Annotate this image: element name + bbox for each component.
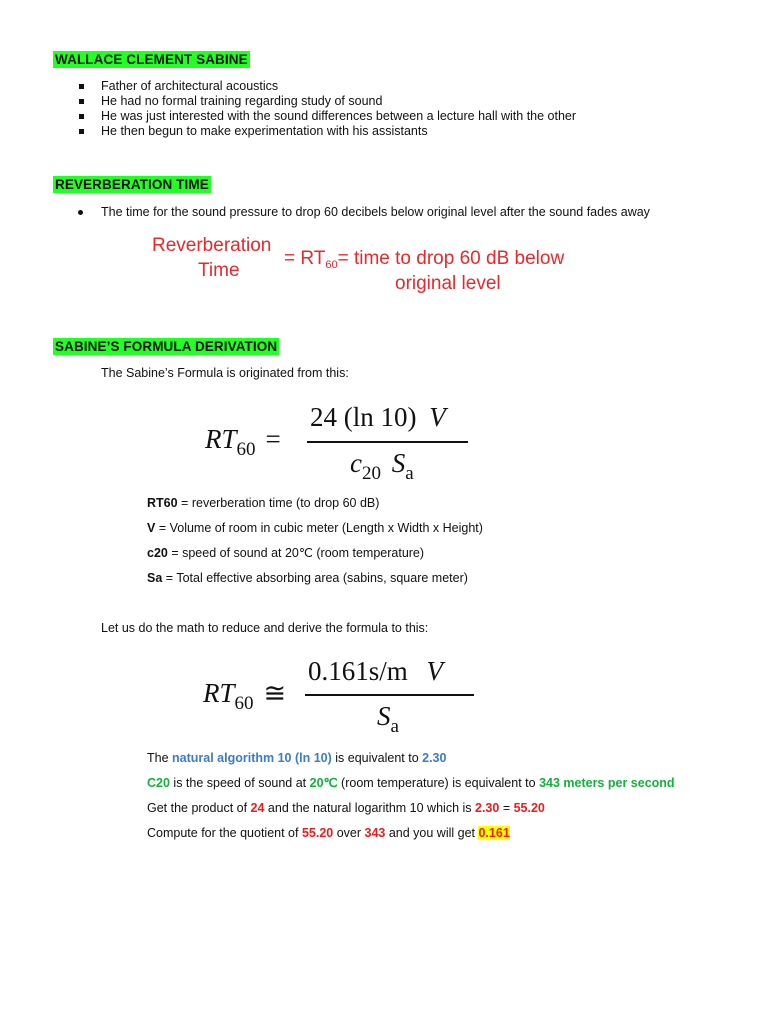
formula1-lhs (205, 423, 281, 466)
formula1-den-c: c (350, 448, 362, 478)
step-3 (147, 801, 545, 816)
definition-text: = Volume of room in cubic meter (Length x Width x Height) (155, 521, 483, 535)
formula1-denominator (350, 447, 414, 490)
formula1-numerator (310, 401, 446, 433)
bullet-marker (79, 84, 84, 89)
list-item: He was just interested with the sound differences between a lecture hall with the other (101, 109, 577, 123)
definition-item (147, 496, 379, 511)
step-value: 55.20 (513, 801, 545, 815)
step-text: over (333, 826, 365, 840)
formula1-fraction-bar (307, 441, 468, 443)
graphic-line2: original level (395, 273, 501, 294)
formula1-den-s-sub: a (405, 463, 414, 484)
formula2-denominator (377, 700, 399, 743)
bullet-marker (79, 114, 84, 119)
formula2-numerator (308, 655, 443, 687)
list-item: The time for the sound pressure to drop 60 decibels below original level after the sound fades away (101, 205, 650, 219)
definition-text: = reverberation time (to drop 60 dB) (177, 496, 380, 510)
formula2-fraction-bar (305, 694, 474, 696)
definition-term: V (147, 521, 156, 535)
step-text: Compute for the quotient of (147, 826, 302, 840)
formula2-lhs-sub: 60 (234, 693, 254, 714)
formula2-rt: RT (203, 678, 235, 708)
formula2-num-var: V (426, 656, 444, 686)
bullet-marker (79, 99, 84, 104)
step-4 (147, 826, 510, 841)
step-highlight: natural algorithm 10 (ln 10) (172, 751, 332, 765)
graphic-eq-rt: = RT (284, 248, 326, 269)
definition-term: Sa (147, 571, 163, 585)
formula1-op: = (265, 424, 281, 454)
graphic-equation-line (284, 248, 564, 276)
graphic-eq-sub: 60 (325, 259, 338, 271)
graphic-left-line2: Time (198, 260, 240, 281)
step-value: 20℃ (309, 776, 338, 790)
definition-item (147, 571, 468, 586)
formula2-op: ≅ (263, 678, 287, 708)
definition-text: = speed of sound at 20℃ (room temperature) (167, 546, 425, 560)
section-heading-sabine: WALLACE CLEMENT SABINE (55, 52, 248, 67)
list-item: He then begun to make experimentation with his assistants (101, 124, 428, 138)
definition-item (147, 546, 424, 561)
formula1-num-text: 24 (ln 10) (310, 402, 417, 432)
section-heading-reverberation: REVERBERATION TIME (55, 177, 209, 192)
intro-text: The Sabine’s Formula is originated from this: (101, 366, 349, 380)
definition-term: RT60 (147, 496, 178, 510)
formula1-den-s: S (391, 448, 406, 478)
step-text: = (499, 801, 514, 815)
step-value: 2.30 (475, 801, 500, 815)
reduce-text: Let us do the math to reduce and derive the formula to this: (101, 621, 429, 635)
section-heading-derivation: SABINE’S FORMULA DERIVATION (55, 339, 278, 354)
definition-term: c20 (147, 546, 168, 560)
definition-item (147, 521, 483, 536)
graphic-eq-rest: = time to drop 60 dB below (337, 248, 565, 269)
step-text: Get the product of (147, 801, 251, 815)
bullet-marker (79, 129, 84, 134)
step-text: is the speed of sound at (169, 776, 310, 790)
highlighted-result: 0.161 (478, 826, 510, 840)
formula1-lhs-sub: 60 (236, 439, 256, 460)
list-item: He had no formal training regarding study of sound (101, 94, 383, 108)
step-text: The (147, 751, 173, 765)
formula1-den-c-sub: 20 (361, 463, 381, 484)
step-2 (147, 776, 675, 791)
formula1-rt: RT (205, 424, 237, 454)
step-highlight: C20 (147, 776, 170, 790)
step-text: and the natural logarithm 10 which is (264, 801, 475, 815)
step-text: is equivalent to (331, 751, 423, 765)
step-value: 55.20 (301, 826, 334, 840)
formula2-lhs (203, 677, 286, 720)
formula2-num-text: 0.161s/m (308, 656, 408, 686)
step-value: 24 (250, 801, 265, 815)
step-value: 343 meters per second (539, 776, 675, 790)
list-item: Father of architectural acoustics (101, 79, 279, 93)
bullet-marker (78, 210, 83, 215)
definition-text: = Total effective absorbing area (sabins, square meter) (162, 571, 468, 585)
step-1 (147, 751, 446, 766)
step-value: 343 (364, 826, 386, 840)
formula1-num-var: V (429, 402, 446, 432)
formula2-den-s: S (377, 701, 391, 731)
step-value: 2.30 (422, 751, 447, 765)
graphic-left-line1: Reverberation (152, 235, 272, 256)
step-text: and you will get (385, 826, 479, 840)
step-text: (room temperature) is equivalent to (337, 776, 540, 790)
formula2-den-s-sub: a (390, 716, 399, 737)
